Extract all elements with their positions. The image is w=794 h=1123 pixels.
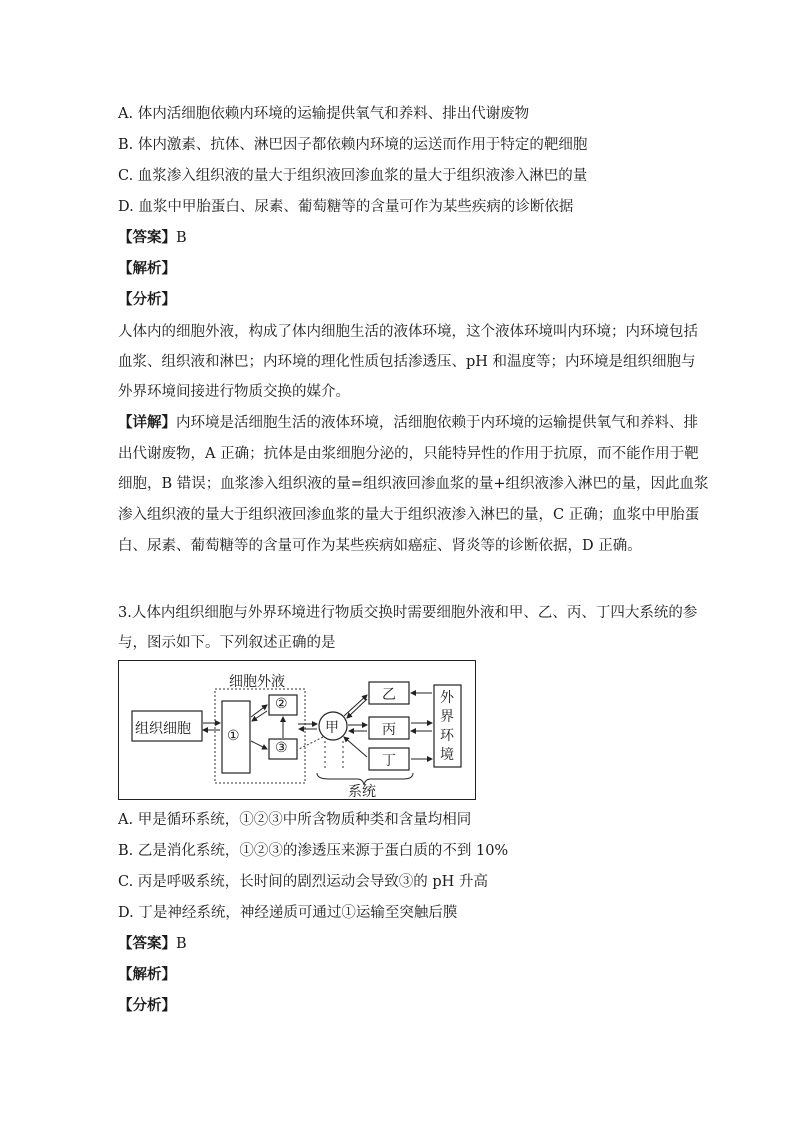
- q2-detail-tag: 【详解】: [118, 414, 176, 431]
- q2-answer: [118, 228, 187, 248]
- q2-analysis-line: 血浆、组织液和淋巴；内环境的理化性质包括渗透压、pH 和温度等；内环境是组织细胞与: [118, 354, 696, 370]
- bing-label: 丙: [382, 722, 396, 738]
- q2-option-c: C. 血浆渗入组织液的量大于组织液回渗血浆的量大于组织液渗入淋巴的量: [118, 168, 588, 184]
- q3-diagram: [118, 660, 476, 800]
- q3-fenxi-tag: 【分析】: [118, 997, 176, 1014]
- q2-detail-line: 出代谢废物，A 正确；抗体是由浆细胞分泌的，只能特异性的作用于抗原，而不能作用于靶: [118, 446, 699, 462]
- q2-analysis-line: 人体内的细胞外液，构成了体内细胞生活的液体环境，这个液体环境叫内环境；内环境包括: [118, 324, 698, 340]
- q2-option-a: A. 体内活细胞依赖内环境的运输提供氧气和养料、排出代谢废物: [118, 106, 530, 122]
- q2-detail-first: [118, 413, 698, 433]
- system-label: 系统: [348, 784, 376, 800]
- q3-answer-tag: 【答案】: [118, 935, 176, 952]
- extracellular-label: 细胞外液: [229, 674, 285, 690]
- q2-detail-line: 白、尿素、葡萄糖等的含量可作为某些疾病如癌症、肾炎等的诊断依据，D 正确。: [118, 538, 642, 554]
- tissue-cell-label: 组织细胞: [135, 721, 191, 737]
- q3-stem-line: 与，图示如下。下列叙述正确的是: [118, 635, 336, 651]
- q2-detail-text: 内环境是活细胞生活的液体环境，活细胞依赖于内环境的运输提供氧气和养料、排: [176, 415, 698, 431]
- q3-option-d: D. 丁是神经系统，神经递质可通过①运输至突触后膜: [118, 905, 458, 921]
- q2-answer-tag: 【答案】: [118, 229, 176, 246]
- q3-option-c: C. 丙是呼吸系统，长时间的剧烈运动会导致③的 pH 升高: [118, 874, 488, 890]
- q2-analysis-line: 外界环境间接进行物质交换的媒介。: [118, 384, 350, 400]
- node-1-label: ①: [227, 728, 240, 744]
- q2-answer-value: B: [176, 230, 187, 246]
- q2-fenxi-tag: 【分析】: [118, 291, 176, 308]
- q3-option-a: A. 甲是循环系统，①②③中所含物质种类和含量均相同: [118, 812, 472, 828]
- q3-answer-value: B: [176, 936, 187, 952]
- node-2-label: ②: [275, 696, 288, 712]
- q3-option-b: B. 乙是消化系统，①②③的渗透压来源于蛋白质的不到 10%: [118, 843, 509, 859]
- q3-answer: [118, 934, 187, 954]
- q3-stem-line: 3.人体内组织细胞与外界环境进行物质交换时需要细胞外液和甲、乙、丙、丁四大系统的参: [118, 605, 698, 621]
- q3-jiexi-tag: 【解析】: [118, 966, 176, 983]
- q2-detail-line: 细胞，B 错误；血浆渗入组织液的量=组织液回渗血浆的量+组织液渗入淋巴的量，因此血浆: [118, 476, 709, 492]
- q2-option-d: D. 血浆中甲胎蛋白、尿素、葡萄糖等的含量可作为某些疾病的诊断依据: [118, 199, 574, 215]
- env-char: 界: [440, 709, 454, 725]
- yi-label: 乙: [382, 687, 396, 703]
- node-3-label: ③: [275, 740, 288, 756]
- env-char: 环: [440, 728, 454, 744]
- jia-label: 甲: [325, 720, 339, 736]
- ding-label: 丁: [382, 753, 396, 769]
- env-char: 外: [440, 690, 454, 706]
- q2-option-b: B. 体内激素、抗体、淋巴因子都依赖内环境的运送而作用于特定的靶细胞: [118, 137, 588, 153]
- env-char: 境: [440, 747, 454, 763]
- q2-detail-line: 渗入组织液的量大于组织液回渗血浆的量大于组织液渗入淋巴的量，C 正确；血浆中甲胎蛋: [118, 507, 700, 523]
- q2-jiexi-tag: 【解析】: [118, 260, 176, 277]
